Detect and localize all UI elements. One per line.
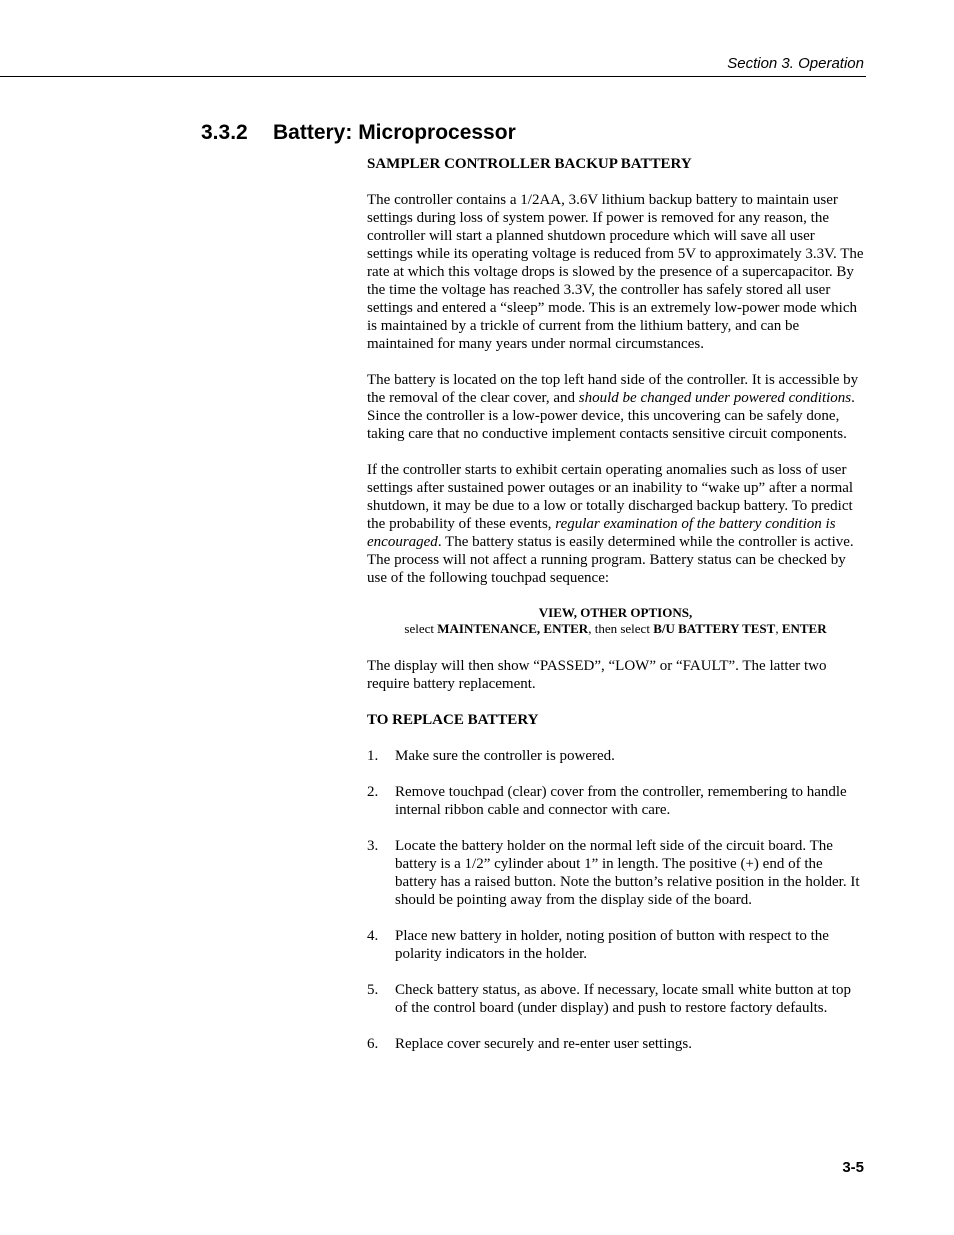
step-text: Remove touchpad (clear) cover from the controller, remembering to handle internal ribbon cable and connector with care. [395, 784, 847, 818]
list-item [367, 783, 864, 819]
sequence-text: , [775, 621, 782, 636]
section-title: Battery: Microprocessor [273, 121, 516, 144]
paragraph-anomalies [367, 461, 864, 587]
sequence-key: ENTER [781, 621, 827, 636]
step-text: Locate the battery holder on the normal left side of the circuit board. The battery is a 1/2” cylinder about 1” in length. The positive (+) end of the battery has a raised button. Note the button’s relative position in the holder. It should be pointing away from the display side of the board. [395, 838, 860, 908]
step-text: Make sure the controller is powered. [395, 748, 615, 764]
sequence-text: , then select [588, 621, 654, 636]
step-number: 5. [367, 982, 379, 998]
header-rule [0, 76, 866, 77]
sequence-text: select [404, 621, 438, 636]
list-item [367, 927, 864, 963]
list-item [367, 1035, 864, 1053]
sequence-line-1 [367, 605, 864, 621]
list-item [367, 837, 864, 909]
sequence-line-2 [367, 621, 864, 637]
paragraph-battery-location [367, 371, 864, 443]
step-number: 1. [367, 748, 379, 764]
sequence-key: B/U BATTERY TEST [653, 621, 776, 636]
paragraph-backup-overview: The controller contains a 1/2AA, 3.6V lithium backup battery to maintain user settings during loss of system power. If power is removed for any reason, the controller will start a planned shutdown procedure which will save all user settings while its operating voltage is reduced from 5V to approximately 3.3V. The rate at which this voltage drops is slowed by the presence of a supercapacitor. By the time the voltage has reached 3.3V, the controller has safely stored all user settings and entered a “sleep” mode. This is an extremely low-power mode which is maintained by a trickle of current from the lithium battery, and can be maintained for many years under normal circumstances. [367, 192, 864, 352]
touchpad-sequence [367, 605, 864, 637]
section-number: 3.3.2 [201, 121, 248, 144]
step-text: Check battery status, as above. If necessary, locate small white button at top of the control board (under display) and push to restore factory defaults. [395, 982, 851, 1016]
step-number: 4. [367, 928, 379, 944]
subhead-replace-battery: TO REPLACE BATTERY [367, 712, 539, 728]
step-number: 6. [367, 1036, 379, 1052]
replacement-steps [367, 747, 864, 1053]
section-heading [201, 120, 516, 146]
sequence-key: MAINTENANCE, ENTER [437, 621, 589, 636]
step-text: Place new battery in holder, noting position of button with respect to the polarity indicators in the holder. [395, 928, 829, 962]
step-number: 2. [367, 784, 379, 800]
list-item [367, 981, 864, 1017]
emphasis-text: should be changed under powered conditions [578, 390, 852, 406]
paragraph-text: . Since the controller is a low-power device, this uncovering can be safely done, taking care that no conductive implement contacts sensitive circuit components. [367, 390, 855, 442]
page-number: 3-5 [842, 1159, 864, 1176]
running-header: Section 3. Operation [727, 55, 864, 72]
emphasis-text: regular examination of the battery condition is encouraged [367, 516, 836, 550]
step-text: Replace cover securely and re-enter user settings. [395, 1036, 692, 1052]
list-item [367, 747, 864, 765]
step-number: 3. [367, 838, 379, 854]
sequence-keys: VIEW, OTHER OPTIONS, [538, 605, 693, 620]
paragraph-text: . The battery status is easily determined while the controller is active. The process will not affect a running program. Battery status can be checked by use of the following touchpad sequence: [367, 534, 854, 586]
paragraph-text: The battery is located on the top left hand side of the controller. It is accessible by the removal of the clear cover, and [367, 372, 859, 406]
subhead-backup-battery: SAMPLER CONTROLLER BACKUP BATTERY [367, 156, 692, 172]
paragraph-display-results: The display will then show “PASSED”, “LOW” or “FAULT”. The latter two require battery replacement. [367, 658, 827, 692]
body-column [367, 155, 864, 1071]
paragraph-text: If the controller starts to exhibit certain operating anomalies such as loss of user settings after sustained power outages or an inability to “wake up” after a normal shutdown, it may be due to a low or totally discharged backup battery. To predict the probability of these events, [367, 462, 854, 532]
